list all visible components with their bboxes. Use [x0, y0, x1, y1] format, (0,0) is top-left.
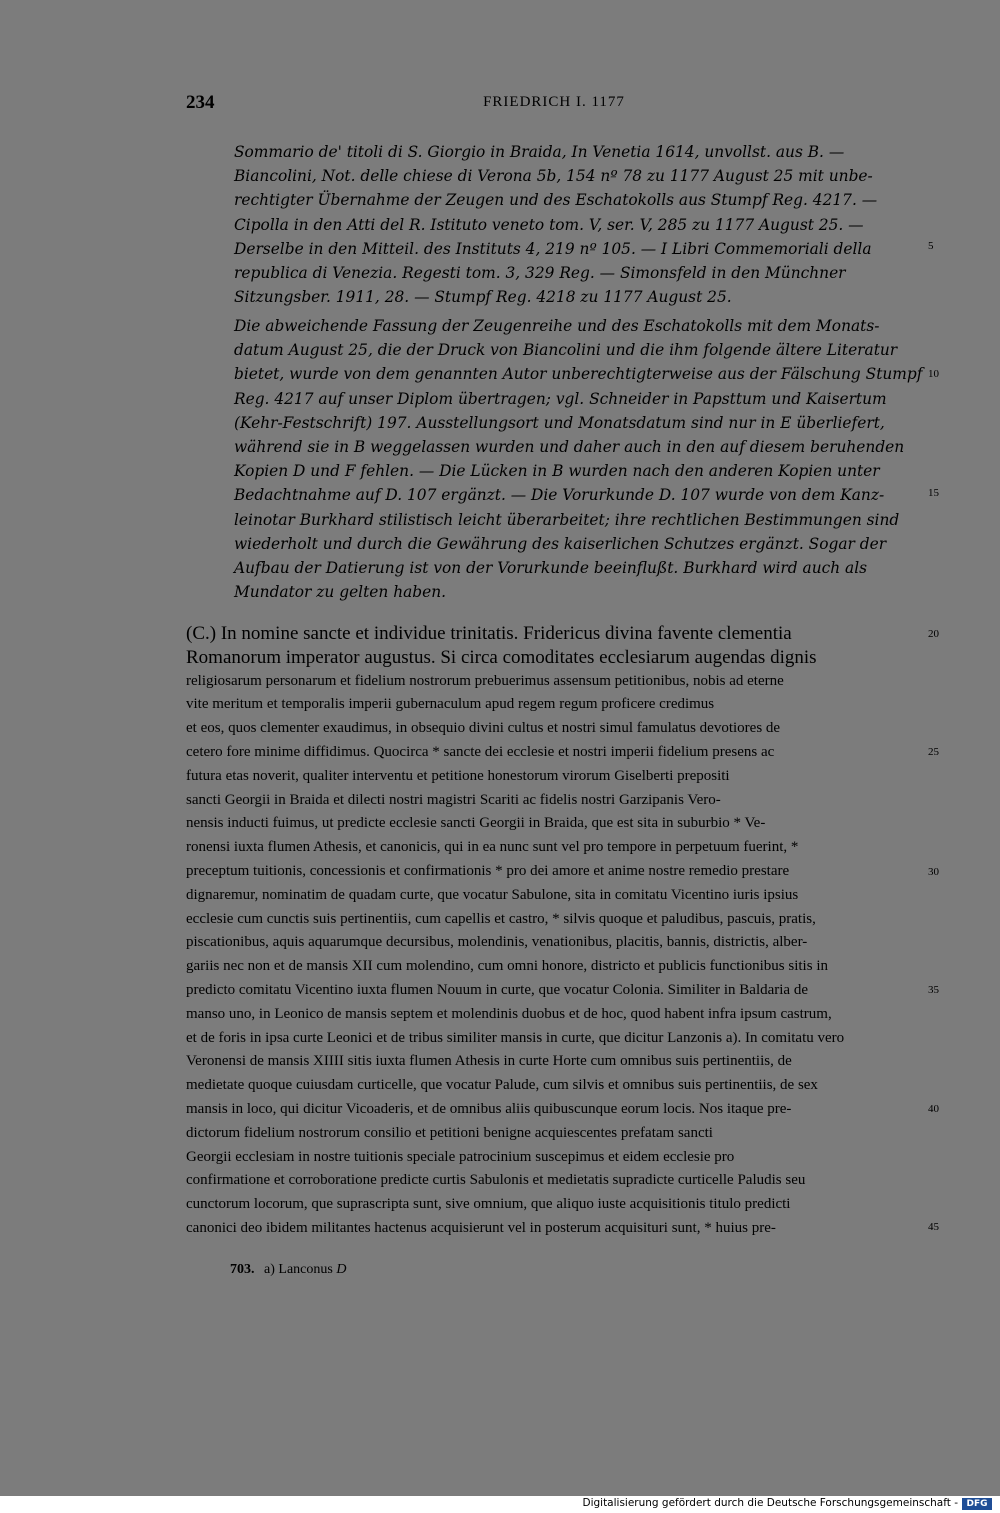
dfg-logo[interactable]: DFG [962, 1498, 992, 1510]
charter-line: dictorum fidelium nostrorum consilio et petitioni benigne acquiescentes prefatam sancti [186, 1124, 713, 1141]
charter-line: vite meritum et temporalis imperii gubernaculum apud regem regum proficere credimus [186, 696, 715, 713]
commentary-line: wiederholt und durch die Gewährung des kaiserlichen Schutzes ergänzt. Sogar der [234, 534, 887, 553]
charter-line: cunctorum locorum, que suprascripta sunt, sive omnium, que aliquo iuste acquisitionis titulo predicti [186, 1196, 791, 1213]
page-header [186, 92, 922, 116]
charter-line: mansis in loco, qui dicitur Vicoaderis, et de omnibus aliis quibuscunque eorum locis. Nos itaque pre- [186, 1100, 792, 1117]
footnote-number: 703. [230, 1262, 255, 1277]
line-number: 15 [928, 487, 939, 499]
charter-line: et eos, quos clementer exaudimus, in obsequio divini cultus et nostri simul famulatus devotiores de [186, 720, 781, 737]
charter-line: et de foris in ipsa curte Leonici et de tribus similiter mansis in curte, que dicitur Lanzonis a). In comitatu vero [186, 1029, 845, 1046]
page-number: 234 [186, 92, 215, 113]
charter-line: sancti Georgii in Braida et dilecti nostri magistri Scariti ac fidelis nostri Garzipanis Vero- [186, 791, 721, 808]
footer-bar [0, 1496, 1000, 1513]
charter-line: gariis nec non et de mansis XII cum molendino, cum omni honore, districto et publicis functionibus sitis in [186, 958, 828, 975]
footnote [230, 1262, 346, 1278]
line-number: 45 [928, 1221, 939, 1233]
line-number: 5 [928, 240, 934, 252]
line-number: 10 [928, 368, 939, 380]
sources-line: Biancolini, Not. delle chiese di Verona 5b, 154 nº 78 zu 1177 August 25 mit unbe- [234, 167, 873, 186]
charter-line: ronensi iuxta flumen Athesis, et canonicis, qui in ea nunc sunt vel pro tempore in perpetuum fuerint, * [186, 839, 799, 856]
charter-line: cetero fore minime diffidimus. Quocirca * sancte dei ecclesie et nostri imperii fidelium presens ac [186, 743, 775, 760]
commentary-line: Aufbau der Datierung ist von der Vorurkunde beeinflußt. Burkhard wird auch als [234, 559, 868, 578]
commentary-paragraph [234, 314, 922, 604]
charter-line: dignaremur, nominatim de quadam curte, que vocatur Sabulone, sita in comitatu Vicentino iuris ipsius [186, 886, 799, 903]
charter-line: Veronensi de mansis XIIII sitis iuxta flumen Athesis in curte Horte cum omnibus suis pertinentiis, de [186, 1053, 792, 1070]
charter-line: religiosarum personarum et fidelium nostrorum prebuerimus assensum petitionibus, nobis ad eterne [186, 672, 784, 689]
sources-paragraph [234, 140, 922, 309]
charter-line: nensis inducti fuimus, ut predicte ecclesie sancti Georgii in Braida, que est sita in suburbio * Ve- [186, 815, 766, 832]
sources-line: Sommario de' titoli di S. Giorgio in Braida, In Venetia 1614, unvollst. aus B. — [234, 143, 845, 161]
commentary-line: Mundator zu gelten haben. [234, 583, 447, 602]
funding-credit: Digitalisierung gefördert durch die Deutsche Forschungsgemeinschaft - [582, 1497, 958, 1509]
sources-line: rechtigter Übernahme der Zeugen und des Eschatokolls aus Stumpf Reg. 4217. — [234, 191, 878, 210]
charter-line: futura etas noverit, qualiter interventu et petitione honestorum virorum Giselberti prepositi [186, 767, 730, 784]
charter-line: canonici deo ibidem militantes hactenus acquisierunt vel in posterum acquisituri sunt, * huius pre- [186, 1219, 776, 1236]
running-title: FRIEDRICH I. 1177 [483, 94, 625, 110]
charter-line: piscationibus, aquis aquarumque decursibus, molendinis, venationibus, placitis, bannis, districtis, alber- [186, 934, 808, 951]
charter-line: ecclesie cum cunctis suis pertinentiis, cum capellis et castro, * silvis quoque et paludibus, pascuis, pratis, [186, 910, 816, 927]
commentary-line: während sie in B weggelassen wurden und daher auch in den auf diesem beruhenden [234, 438, 905, 457]
commentary-line: leinotar Burkhard stilistisch leicht überarbeitet; ihre rechtlichen Bestimmungen sind [234, 510, 900, 529]
charter-line: medietate quoque cuiusdam curticelle, que vocatur Palude, cum silvis et omnibus suis pertinentiis, de sex [186, 1077, 818, 1094]
charter-line: preceptum tuitionis, concessionis et confirmationis * pro dei amore et anime nostre remedio prestare [186, 862, 790, 879]
line-number: 40 [928, 1103, 939, 1115]
commentary-line: Reg. 4217 auf unser Diplom übertragen; vgl. Schneider in Papsttum und Kaisertum [234, 389, 887, 408]
commentary-line: Kopien D und F fehlen. — Die Lücken in B wurden nach den anderen Kopien unter [234, 462, 880, 481]
footnote-siglum: D [336, 1262, 347, 1277]
line-number: 25 [928, 746, 939, 758]
charter-line: predicto comitatu Vicentino iuxta flumen Nouum in curte, que vocatur Colonia. Similiter in Baldaria de [186, 981, 809, 998]
commentary-line: bietet, wurde von dem genannten Autor unberechtigterweise aus der Fälschung Stumpf [234, 365, 923, 384]
line-number: 30 [928, 866, 939, 878]
sources-line: republica di Venezia. Regesti tom. 3, 329 Reg. — Simonsfeld in den Münchner [234, 264, 846, 283]
line-number: 20 [928, 628, 939, 640]
charter-line: Romanorum imperator augustus. Si circa comoditates ecclesiarum augendas dignis [186, 646, 817, 668]
charter-line: confirmatione et corroboratione predicte curtis Sabulonis et medietatis supradicte curticelle Paludis seu [186, 1172, 806, 1189]
footnote-marker: a) [264, 1262, 275, 1277]
footnote-text: Lanconus [278, 1262, 333, 1277]
commentary-line: Die abweichende Fassung der Zeugenreihe und des Eschatokolls mit dem Monats- [234, 317, 880, 335]
line-number: 35 [928, 984, 939, 996]
sources-line: Sitzungsber. 1911, 28. — Stumpf Reg. 4218 zu 1177 August 25. [234, 288, 732, 307]
commentary-line: Bedachtnahme auf D. 107 ergänzt. — Die Vorurkunde D. 107 wurde von dem Kanz- [234, 486, 885, 505]
charter-line: Georgii ecclesiam in nostre tuitionis speciale patrocinium suscepimus et eidem ecclesie pro [186, 1148, 735, 1165]
sources-line: Derselbe in den Mitteil. des Instituts 4, 219 nº 105. — I Libri Commemoriali della [234, 239, 872, 258]
sources-line: Cipolla in den Atti del R. Istituto veneto tom. V, ser. V, 285 zu 1177 August 25. — [234, 215, 864, 234]
commentary-line: datum August 25, die der Druck von Biancolini und die ihm folgende ältere Literatur [234, 341, 898, 360]
charter-text [186, 622, 922, 1241]
commentary-line: (Kehr-Festschrift) 197. Ausstellungsort und Monatsdatum sind nur in E überliefert, [234, 413, 885, 432]
charter-line: (C.) In nomine sancte et individue trinitatis. Fridericus divina favente clementia [186, 623, 792, 644]
charter-line: manso uno, in Leonico de mansis septem et molendinis duobus et de hoc, quod habent infra ipsum castrum, [186, 1005, 832, 1022]
